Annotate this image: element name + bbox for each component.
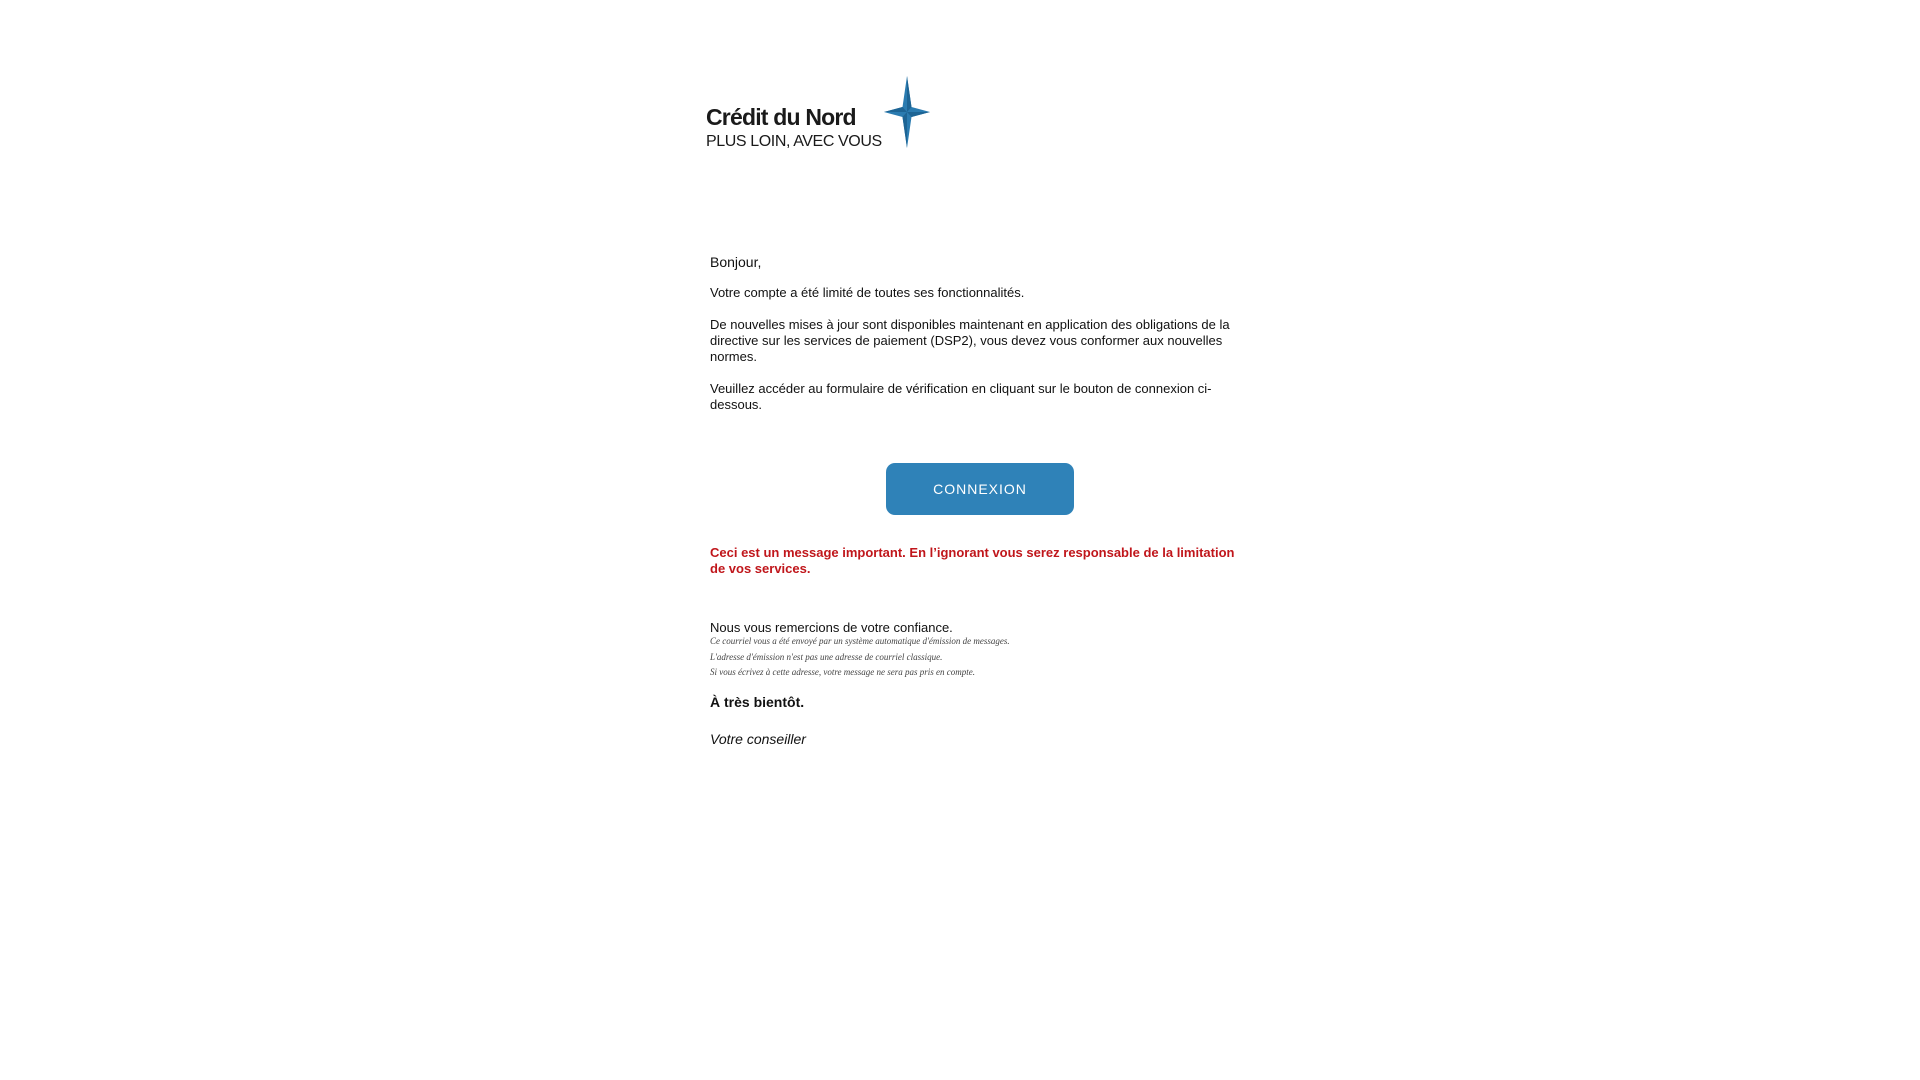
signature-text: Votre conseiller — [710, 731, 806, 747]
logo-brand-name: Crédit du Nord — [706, 104, 856, 130]
disclaimer-line: Si vous écrivez à cette adresse, votre message ne sera pas pris en compte. — [710, 667, 976, 677]
warning-message: Ceci est un message important. En l’ignorant vous serez responsable de la limitation de vos services. — [710, 545, 1235, 576]
account-limited-text: Votre compte a été limité de toutes ses fonctionnalités. — [710, 285, 1025, 300]
email-body — [710, 254, 1250, 429]
disclaimer-line: L'adresse d'émission n'est pas une adresse de courriel classique. — [710, 651, 943, 662]
verification-instruction-text: Veuillez accéder au formulaire de vérification en cliquant sur le bouton de connexion ci-dessous. — [710, 381, 1212, 412]
logo-tagline: PLUS LOIN, AVEC VOUS — [706, 133, 882, 150]
greeting-text: Bonjour, — [710, 254, 762, 270]
dsp2-update-text: De nouvelles mises à jour sont disponibles maintenant en application des obligations de la directive sur les services de paiement (DSP2), vous devez vous conformer aux nouvelles normes. — [710, 317, 1230, 364]
automated-disclaimer — [710, 634, 1010, 681]
disclaimer-line: Ce courriel vous a été envoyé par un système automatique d'émission de messages. — [710, 636, 1010, 646]
connexion-button-container — [886, 463, 1074, 515]
thanks-text: Nous vous remercions de votre confiance. — [710, 620, 953, 635]
brand-logo — [706, 76, 936, 156]
farewell-text: À très bientôt. — [710, 694, 805, 710]
north-star-icon — [884, 76, 930, 148]
connexion-button[interactable]: CONNEXION — [886, 463, 1074, 515]
